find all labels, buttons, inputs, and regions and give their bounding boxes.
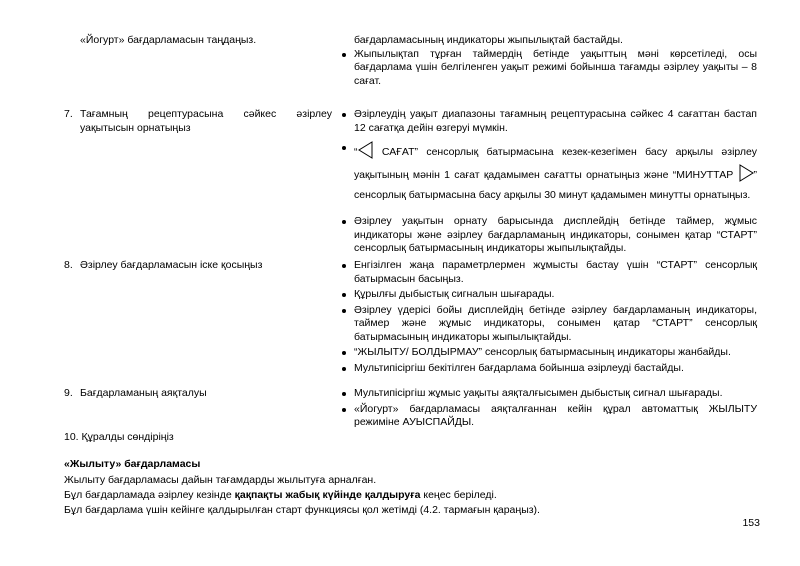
step-7-bullets [337, 108, 757, 256]
page-number: 153 [742, 517, 760, 529]
step-10-text: 10. Құралды сөндіріңіз [64, 431, 174, 443]
paragraph-text: кеңес беріледі. [420, 489, 497, 501]
paragraph-text: Бұл бағдарламада әзірлеу кезінде [64, 489, 235, 501]
quote-open: “ [354, 146, 358, 158]
step-number: 8. [64, 259, 73, 271]
step-8-bullets [337, 259, 757, 375]
step-6-bullets [337, 48, 757, 89]
step-6-details [337, 34, 757, 90]
step-7-label [64, 108, 332, 135]
step-7-details [337, 108, 757, 258]
list-item [337, 141, 757, 203]
step-9-bullets [337, 387, 757, 430]
step-9-label [64, 387, 332, 401]
step-8-text: Әзірлеу бағдарламасын іске қосыңыз [80, 259, 263, 271]
list-item: Мультипісіргіш бекітілген бағдарлама бойынша әзірлеуді бастайды. [337, 362, 757, 376]
list-item: Әзірлеу үдерісі бойы дисплейдің бетінде әзірлеу бағдарламаның индикаторы, таймер және жұмыс индикаторы, сонымен қатар “СТАРТ” сенсорлық батырмасының индикаторы жыпылықтайды. [337, 304, 757, 345]
step-number: 9. [64, 387, 73, 399]
continued-text: бағдарламасының индикаторы жыпылықтай бастайды. [354, 34, 623, 46]
section-title: «Жылыту» бағдарламасы [64, 458, 201, 470]
step-8-details [337, 259, 757, 377]
hour-instruction: САҒАТ” сенсорлық батырмасына кезек-кезегімен басу арқылы әзірлеу уақытының мәнін 1 сағат қадамымен сағатты орнатыңыз және “МИНУТТАР [354, 146, 757, 181]
paragraph: Жылыту бағдарламасы дайын тағамдарды жылытуға арналған. [64, 474, 377, 486]
paragraph [64, 489, 764, 503]
step-9-text: Бағдарламаның аяқталуы [80, 387, 207, 399]
minute-instruction: ” сенсорлық батырмасына басу арқылы 30 минут қадамымен минутты орнатыңыз. [354, 169, 757, 201]
list-item: Әзірлеудің уақыт диапазоны тағамның рецептурасына сәйкес 4 сағаттан бастап 12 сағатқа дейін өзгеруі мүмкін. [337, 108, 757, 135]
step-8-label [64, 259, 332, 273]
step-6-label [80, 34, 348, 48]
list-item: «Йогурт» бағдарламасы аяқталғаннан кейін құрал автоматтық ЖЫЛЫТУ режиміне АУЫСПАЙДЫ. [337, 403, 757, 430]
step-6-text: «Йогурт» бағдарламасын таңдаңыз. [80, 34, 257, 46]
list-item: Әзірлеу уақытын орнату барысында дисплейдің бетінде таймер, жұмыс индикаторы және әзірлеу бағдарламаның индикаторы, сонымен қатар “СТАРТ” сенсорлық батырмасының индикаторы жыпылықтайды. [337, 215, 757, 256]
list-item: Жыпылықтап тұрған таймердің бетінде уақыттың мәні көрсетіледі, осы бағдарлама үшін белгіленген уақыт режимі бойынша тағамды әзірлеу уақыты – 8 сағат. [337, 48, 757, 89]
triangle-right-icon [738, 164, 754, 187]
list-item: Құрылғы дыбыстық сигналын шығарады. [337, 288, 757, 302]
list-item: Енгізілген жаңа параметрлермен жұмысты бастау үшін “СТАРТ” сенсорлық батырмасын басыңыз. [337, 259, 757, 286]
paragraph: Бұл бағдарлама үшін кейінге қалдырылған старт функциясы қол жетімді (4.2. тармағын қараңыз). [64, 504, 540, 516]
triangle-left-icon [358, 141, 374, 164]
step-9-details [337, 387, 757, 432]
step-10-label [64, 431, 332, 445]
list-item: “ЖЫЛЫТУ/ БОЛДЫРМАУ” сенсорлық батырмасының индикаторы жанбайды. [337, 346, 757, 360]
step-number: 7. [64, 108, 73, 120]
step-7-text: Тағамның рецептурасына сәйкес әзірлеу уақытысын орнатыңыз [80, 108, 332, 134]
emphasis-text: қақпақты жабық күйінде қалдыруға [234, 489, 421, 501]
list-item: Мультипісіргіш жұмыс уақыты аяқталғысымен дыбыстық сигнал шығарады. [337, 387, 757, 401]
